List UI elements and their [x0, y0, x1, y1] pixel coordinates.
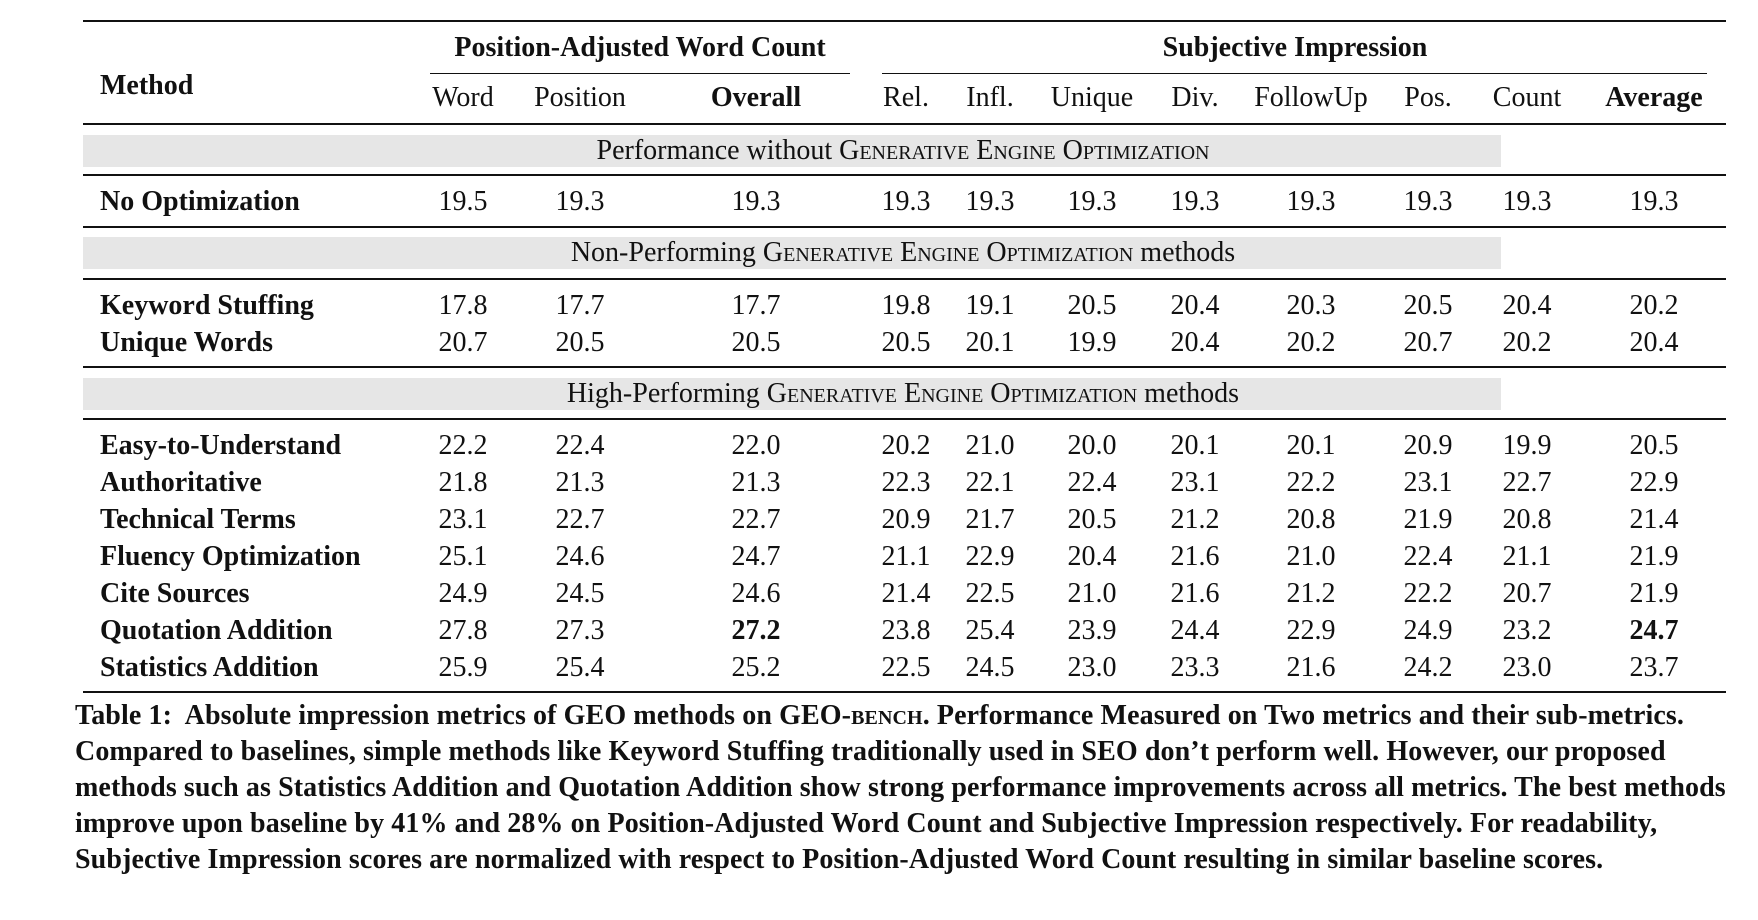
- table-cell: 20.1: [1286, 430, 1336, 461]
- column-header-div: Div.: [1171, 82, 1219, 113]
- table-cell: 23.1: [438, 504, 488, 535]
- column-header-rel: Rel.: [883, 82, 929, 113]
- table-cell: 21.2: [1170, 504, 1220, 535]
- table-cell: 24.5: [965, 652, 1015, 683]
- header-rule: [83, 123, 1726, 125]
- table-cell: 19.3: [965, 186, 1015, 217]
- method-name: Keyword Stuffing: [100, 290, 314, 321]
- table-cell: 21.3: [731, 467, 781, 498]
- table-cell: 20.3: [1286, 290, 1336, 321]
- table-cell: 20.4: [1170, 290, 1220, 321]
- table-cell: 21.4: [881, 578, 931, 609]
- section-rule-3: [83, 278, 1726, 280]
- column-header-followup: FollowUp: [1254, 82, 1368, 113]
- table-cell: 24.2: [1403, 652, 1453, 683]
- column-header-average: Average: [1605, 82, 1703, 113]
- table-cell: 20.9: [881, 504, 931, 535]
- group-header-pawc: Position-Adjusted Word Count: [454, 32, 826, 63]
- table-cell: 21.0: [965, 430, 1015, 461]
- table-cell: 21.3: [555, 467, 605, 498]
- table-cell: 24.7: [731, 541, 781, 572]
- table-cell: 20.2: [1629, 290, 1679, 321]
- table-cell: 19.3: [1502, 186, 1552, 217]
- table-cell: 22.3: [881, 467, 931, 498]
- section-label-3: High-Performing Generative Engine Optimization methods: [566, 378, 1240, 409]
- method-name: Unique Words: [100, 327, 273, 358]
- table-cell: 20.8: [1502, 504, 1552, 535]
- table-cell: 22.2: [1286, 467, 1336, 498]
- table-cell: 21.4: [1629, 504, 1679, 535]
- table-cell: 22.7: [555, 504, 605, 535]
- table-cell: 22.2: [1403, 578, 1453, 609]
- method-name: No Optimization: [100, 186, 300, 217]
- section-rule-1: [83, 174, 1726, 176]
- method-name: Quotation Addition: [100, 615, 333, 646]
- table-cell: 19.3: [1170, 186, 1220, 217]
- group-header-si: Subjective Impression: [1162, 32, 1428, 63]
- table-cell: 20.4: [1170, 327, 1220, 358]
- table-cell: 19.3: [731, 186, 781, 217]
- method-name: Fluency Optimization: [100, 541, 361, 572]
- section-label-1: Performance without Generative Engine Optimization: [596, 135, 1210, 166]
- column-header-infl: Infl.: [966, 82, 1014, 113]
- table-cell: 19.8: [881, 290, 931, 321]
- table-cell: 22.4: [1403, 541, 1453, 572]
- table-cell: 23.0: [1067, 652, 1117, 683]
- table-cell: 25.9: [438, 652, 488, 683]
- table-cell: 25.4: [965, 615, 1015, 646]
- table-cell: 20.5: [555, 327, 605, 358]
- table-cell: 20.9: [1403, 430, 1453, 461]
- table-cell: 20.8: [1286, 504, 1336, 535]
- method-name: Easy-to-Understand: [100, 430, 342, 461]
- table-cell: 22.2: [438, 430, 488, 461]
- table-cell: 20.7: [438, 327, 488, 358]
- table-cell: 24.5: [555, 578, 605, 609]
- column-header-unique: Unique: [1050, 82, 1134, 113]
- table-cell: 22.0: [731, 430, 781, 461]
- method-name: Authoritative: [100, 467, 262, 498]
- top-rule: [83, 20, 1726, 22]
- table-cell: 20.2: [1502, 327, 1552, 358]
- table-cell: 20.5: [1403, 290, 1453, 321]
- table-cell: 27.8: [438, 615, 488, 646]
- column-header-overall: Overall: [710, 82, 802, 113]
- table-cell: 24.9: [1403, 615, 1453, 646]
- table-cell: 19.5: [438, 186, 488, 217]
- table-cell: 22.7: [731, 504, 781, 535]
- table-cell: 20.5: [881, 327, 931, 358]
- method-header: Method: [100, 70, 194, 101]
- table-cell: 25.4: [555, 652, 605, 683]
- table-cell: 19.3: [1067, 186, 1117, 217]
- table-cell: 17.8: [438, 290, 488, 321]
- table-cell: 22.4: [1067, 467, 1117, 498]
- table-cell: 23.0: [1502, 652, 1552, 683]
- table-cell: 20.4: [1502, 290, 1552, 321]
- table-cell: 19.1: [965, 290, 1015, 321]
- table-cell: 19.3: [1403, 186, 1453, 217]
- table-cell: 23.7: [1629, 652, 1679, 683]
- table-cell: 20.2: [881, 430, 931, 461]
- table-cell: 21.6: [1286, 652, 1336, 683]
- table-cell: 21.9: [1629, 578, 1679, 609]
- table-cell: 22.4: [555, 430, 605, 461]
- table-cell: 24.7: [1629, 615, 1679, 646]
- table-cell: 19.9: [1502, 430, 1552, 461]
- table-cell: 22.9: [1286, 615, 1336, 646]
- table-cell: 22.5: [965, 578, 1015, 609]
- column-header-position: Position: [534, 82, 626, 113]
- table-cell: 20.1: [1170, 430, 1220, 461]
- table-cell: 25.2: [731, 652, 781, 683]
- table-cell: 21.6: [1170, 541, 1220, 572]
- group-underline-pawc: [430, 73, 850, 74]
- table-cell: 21.0: [1067, 578, 1117, 609]
- table-cell: 20.4: [1067, 541, 1117, 572]
- table-cell: 23.1: [1170, 467, 1220, 498]
- table-cell: 20.5: [1629, 430, 1679, 461]
- table-cell: 25.1: [438, 541, 488, 572]
- column-header-word: Word: [432, 82, 494, 113]
- table-cell: 20.4: [1629, 327, 1679, 358]
- table-cell: 20.7: [1403, 327, 1453, 358]
- table-cell: 21.7: [965, 504, 1015, 535]
- method-name: Statistics Addition: [100, 652, 319, 683]
- table-cell: 22.5: [881, 652, 931, 683]
- table-cell: 22.1: [965, 467, 1015, 498]
- table-caption: Table 1: Absolute impression metrics of GEO methods on GEO-bench. Performance Measured on Two metrics and their sub-metrics. Compared to baselines, simple methods like Keyword Stuffing traditionally used in SEO don’t perform well. However, our proposed methods such as Statistics Addition and Quotation Addition show strong performance improvements across all metrics. The best methods improve upon baseline by 41% and 28% on Position-Adjusted Word Count and Subjective Impression respectively. For readability, Subjective Impression scores are normalized with respect to Position-Adjusted Word Count resulting in similar baseline scores.: [75, 700, 1726, 875]
- table-cell: 21.9: [1403, 504, 1453, 535]
- table-cell: 24.9: [438, 578, 488, 609]
- section-rule-2: [83, 226, 1726, 228]
- table-cell: 19.3: [881, 186, 931, 217]
- table-cell: 21.1: [881, 541, 931, 572]
- section-rule-5: [83, 418, 1726, 420]
- table-cell: 19.3: [1286, 186, 1336, 217]
- bottom-rule: [83, 691, 1726, 693]
- table-cell: 27.3: [555, 615, 605, 646]
- table-cell: 22.7: [1502, 467, 1552, 498]
- table-cell: 21.6: [1170, 578, 1220, 609]
- group-underline-si: [882, 73, 1707, 74]
- table-cell: 20.0: [1067, 430, 1117, 461]
- table-cell: 24.6: [555, 541, 605, 572]
- table-cell: 27.2: [731, 615, 781, 646]
- table-cell: 23.2: [1502, 615, 1552, 646]
- table-cell: 21.0: [1286, 541, 1336, 572]
- section-rule-4: [83, 366, 1726, 368]
- table-cell: 21.1: [1502, 541, 1552, 572]
- table-cell: 22.9: [1629, 467, 1679, 498]
- table-cell: 20.5: [1067, 290, 1117, 321]
- table-cell: 24.4: [1170, 615, 1220, 646]
- table-cell: 20.1: [965, 327, 1015, 358]
- table-cell: 19.9: [1067, 327, 1117, 358]
- table-cell: 20.5: [1067, 504, 1117, 535]
- table-cell: 21.9: [1629, 541, 1679, 572]
- table-cell: 20.2: [1286, 327, 1336, 358]
- table-cell: 23.8: [881, 615, 931, 646]
- table-cell: 23.9: [1067, 615, 1117, 646]
- table-cell: 24.6: [731, 578, 781, 609]
- table-cell: 19.3: [555, 186, 605, 217]
- table-cell: 23.1: [1403, 467, 1453, 498]
- method-name: Technical Terms: [100, 504, 296, 535]
- table-cell: 17.7: [731, 290, 781, 321]
- column-header-pos: Pos.: [1404, 82, 1452, 113]
- table-cell: 20.7: [1502, 578, 1552, 609]
- column-header-count: Count: [1492, 82, 1562, 113]
- table-cell: 17.7: [555, 290, 605, 321]
- table-cell: 21.8: [438, 467, 488, 498]
- table-cell: 20.5: [731, 327, 781, 358]
- table-cell: 21.2: [1286, 578, 1336, 609]
- method-name: Cite Sources: [100, 578, 250, 609]
- table-cell: 22.9: [965, 541, 1015, 572]
- section-label-2: Non-Performing Generative Engine Optimization methods: [570, 237, 1236, 268]
- table-cell: 19.3: [1629, 186, 1679, 217]
- table-cell: 23.3: [1170, 652, 1220, 683]
